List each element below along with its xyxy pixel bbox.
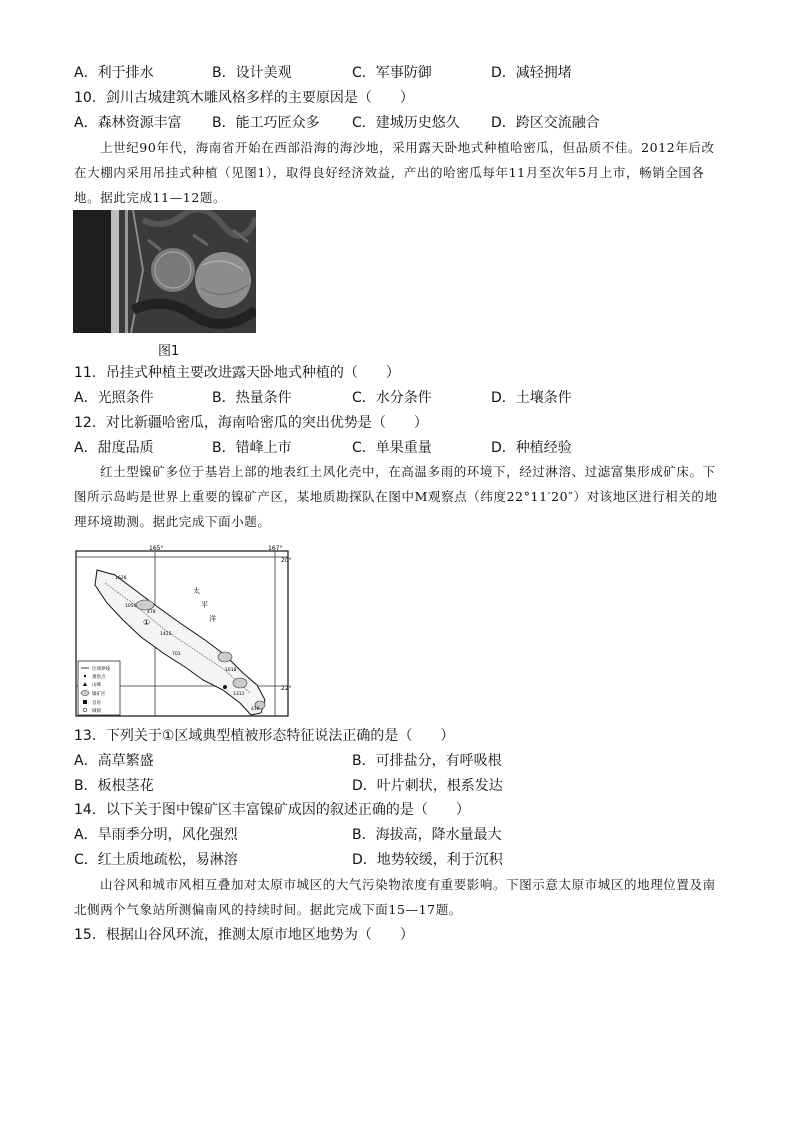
nickel-island-map [75, 545, 295, 720]
q11-option-c[interactable]: C．水分条件 [352, 390, 432, 406]
q11-option-d[interactable]: D．土壤条件 [491, 390, 572, 406]
q13-option-c[interactable]: B．板根茎花 [74, 778, 154, 794]
passage-13-14: 红土型镍矿多位于基岩上部的地表红土风化壳中，在高温多雨的环境下，经过淋溶、过滤富集形成矿床。下图所示岛屿是世界上重要的镍矿产区，某地质勘探队在图中M观察点（纬度22°11′20″）对该地区进行相关的地理环境勘测。据此完成下面小题。 [74, 464, 718, 529]
map-elev-3: 1425 [160, 632, 172, 637]
q14-option-a[interactable]: A．旱雨季分明，风化强烈 [74, 827, 238, 843]
map-legend-3: 山峰 [92, 683, 101, 688]
q10-option-d[interactable]: D．跨区交流融合 [491, 115, 600, 131]
q12-option-d[interactable]: D．种植经验 [491, 440, 572, 456]
map-marker-1: ① [143, 618, 151, 627]
q13-stem: 13．下列关于①区域典型植被形态特征说法正确的是（ ） [74, 728, 455, 744]
map-lat-bottom: 22° [281, 685, 292, 692]
q10-option-b[interactable]: B．能工巧匠众多 [212, 115, 320, 131]
map-legend-1: 区域界线 [92, 667, 110, 672]
q11-option-a[interactable]: A．光照条件 [74, 390, 154, 406]
map-elev-4: 703 [172, 652, 181, 657]
map-elev-5: 1618 [225, 668, 237, 673]
q12-option-c[interactable]: C．单果重量 [352, 440, 432, 456]
map-lon-left: 165° [149, 545, 164, 552]
map-elev-1: 1628 [115, 576, 127, 581]
figure1-caption: 图1 [158, 344, 180, 359]
map-lon-right: 167° [268, 545, 283, 552]
q10-stem: 10．剑川古城建筑木雕风格多样的主要原因是（ ） [74, 90, 414, 106]
passage-11-12: 上世纪90年代，海南省开始在西部沿海的海沙地，采用露天卧地式种植哈密瓜，但品质不佳。2012年后改在大棚内采用吊挂式种植（见图1），取得良好经济效益，产出的哈密瓜每年11月至次年5月上市，畅销全国各地。据此完成11—12题。 [74, 140, 715, 205]
q12-option-b[interactable]: B．错峰上市 [212, 440, 292, 456]
map-ocean-3: 洋 [209, 615, 216, 623]
q14-stem: 14．以下关于图中镍矿区丰富镍矿成因的叙述正确的是（ ） [74, 802, 470, 818]
q14-option-c[interactable]: C．红土质地疏松，易淋溶 [74, 852, 238, 868]
q9-option-c[interactable]: C．军事防御 [352, 65, 432, 81]
q14-option-b[interactable]: B．海拔高，降水量最大 [352, 827, 502, 843]
q11-option-b[interactable]: B．热量条件 [212, 390, 292, 406]
q9-option-d[interactable]: D．减轻拥堵 [491, 65, 572, 81]
map-legend-5: 首府 [92, 701, 101, 706]
q14-option-d[interactable]: D．地势较缓，利于沉积 [352, 852, 503, 868]
q13-option-b[interactable]: B．可排盐分，有呼吸根 [352, 753, 502, 769]
map-elev-7: 1311 [233, 692, 245, 697]
passage-15-17: 山谷风和城市风相互叠加对太原市城区的大气污染物浓度有重要影响。下图示意太原市城区的地理位置及南北侧两个气象站所测偏南风的持续时间。据此完成下面15—17题。 [74, 877, 716, 917]
q12-stem: 12．对比新疆哈密瓜，海南哈密瓜的突出优势是（ ） [74, 415, 428, 431]
map-lat-top: 20° [281, 557, 292, 564]
q10-option-a[interactable]: A．森林资源丰富 [74, 115, 182, 131]
map-elev-8: 416 [251, 707, 260, 712]
q15-stem: 15．根据山谷风环流，推测太原市地区地势为（ ） [74, 927, 414, 943]
q13-option-a[interactable]: A．高草繁盛 [74, 753, 154, 769]
q13-option-d[interactable]: D．叶片刺状，根系发达 [352, 778, 503, 794]
q9-option-a[interactable]: A．利于排水 [74, 65, 154, 81]
map-elev-6: 478 [147, 610, 156, 615]
figure1-photo [73, 210, 256, 333]
map-legend-4: 镍矿区 [92, 692, 106, 697]
q11-stem: 11．吊挂式种植主要改进露天卧地式种植的（ ） [74, 365, 400, 381]
q10-option-c[interactable]: C．建城历史悠久 [352, 115, 460, 131]
q9-option-b[interactable]: B．设计美观 [212, 65, 292, 81]
map-ocean-2: 平 [201, 601, 208, 609]
map-legend-2: 观察点 [92, 675, 106, 680]
map-elev-2: 1050 [125, 604, 137, 609]
map-ocean-1: 太 [193, 587, 200, 595]
q12-option-a[interactable]: A．甜度品质 [74, 440, 154, 456]
map-legend-6: 城镇 [92, 709, 101, 714]
